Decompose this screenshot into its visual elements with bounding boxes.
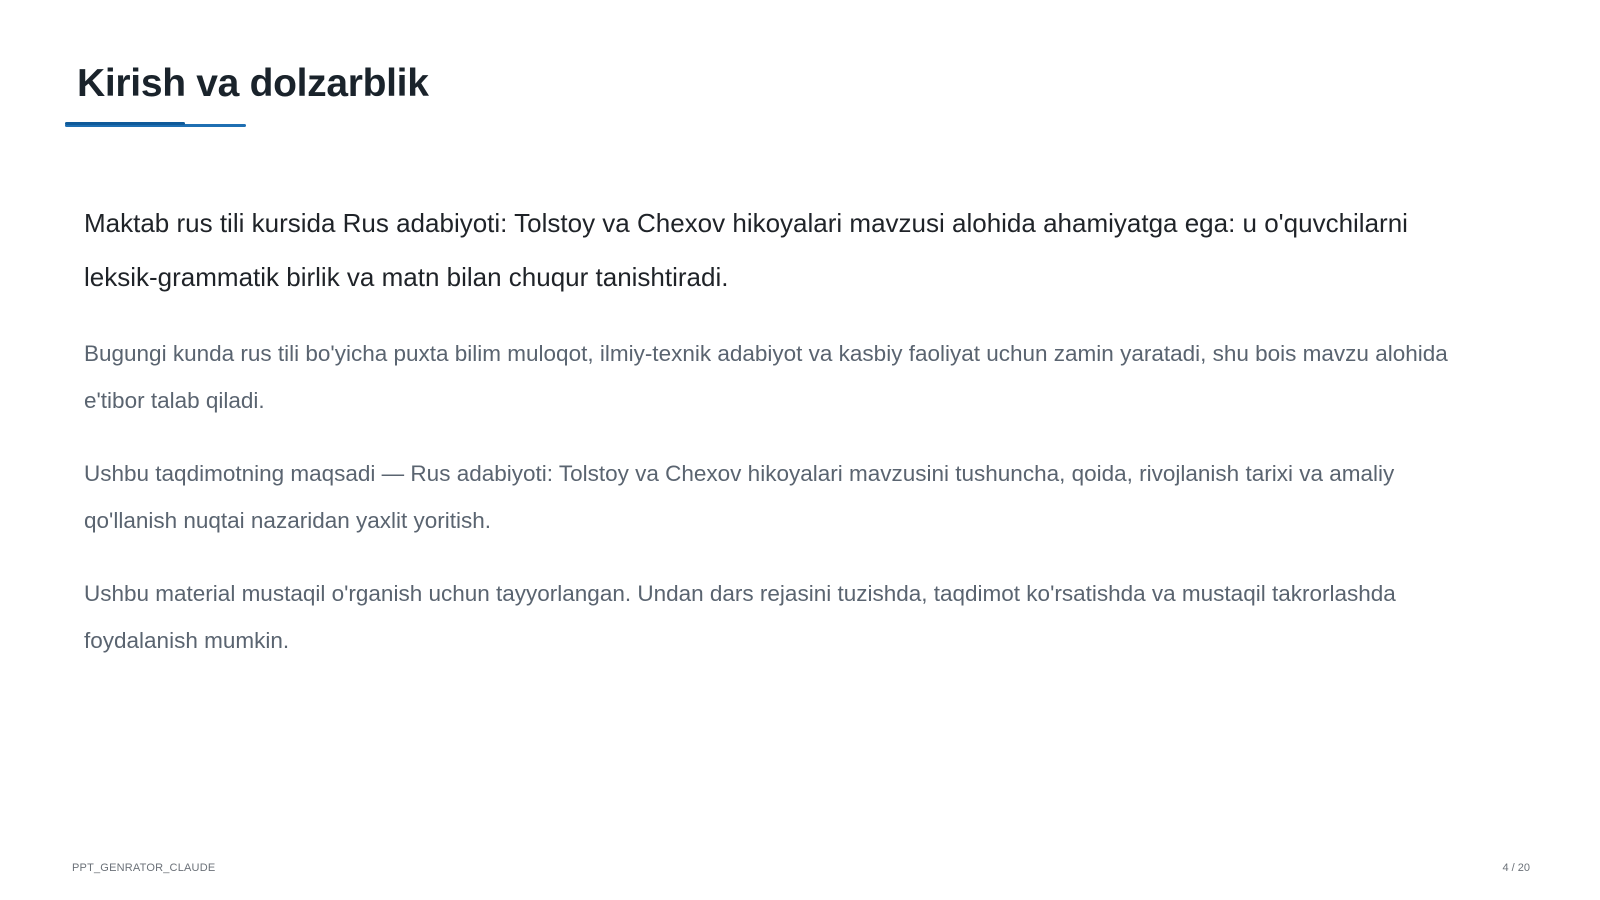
lead-paragraph: Maktab rus tili kursida Rus adabiyoti: Tolstoy va Chexov hikoyalari mavzusi alohida ahamiyatga ega: u o'quvchilarni leksik-grammatik birlik va matn bilan chuqur tanishtiradi. bbox=[84, 208, 1408, 292]
slide-title: Kirish va dolzarblik bbox=[77, 62, 429, 105]
body-paragraph-1: Bugungi kunda rus tili bo'yicha puxta bilim muloqot, ilmiy-texnik adabiyot va kasbiy faoliyat uchun zamin yaratadi, shu bois mavzu alohida e'tibor talab qiladi. bbox=[84, 341, 1448, 413]
body-paragraph-2: Ushbu taqdimotning maqsadi — Rus adabiyoti: Tolstoy va Chexov hikoyalari mavzusini tushuncha, qoida, rivojlanish tarixi va amaliy qo'llanish nuqtai nazaridan yaxlit yoritish. bbox=[84, 461, 1395, 533]
slide-body bbox=[84, 196, 1484, 690]
page-number: 4 / 20 bbox=[1502, 862, 1530, 874]
body-paragraph-3: Ushbu material mustaqil o'rganish uchun tayyorlangan. Undan dars rejasini tuzishda, taqdimot ko'rsatishda va mustaqil takrorlashda foydalanish mumkin. bbox=[84, 581, 1396, 653]
title-underline-short bbox=[65, 122, 185, 125]
title-underline bbox=[65, 122, 246, 127]
footer-brand: PPT_GENRATOR_CLAUDE bbox=[72, 862, 216, 874]
